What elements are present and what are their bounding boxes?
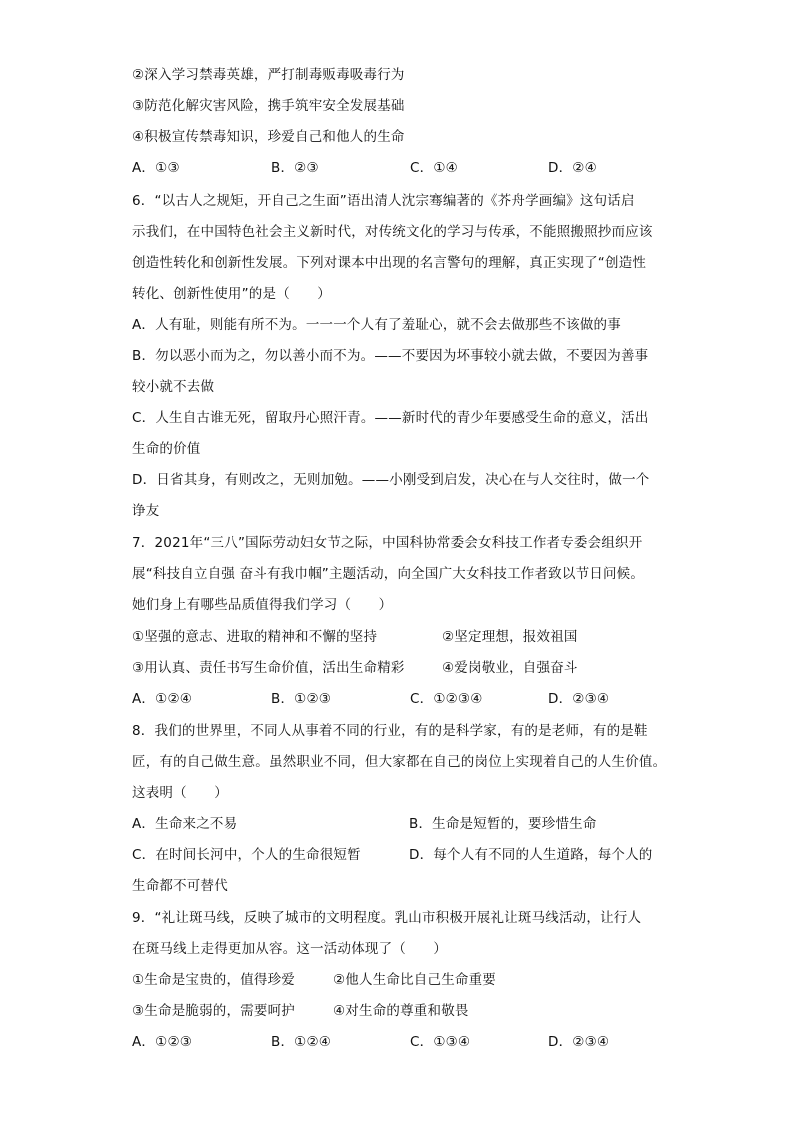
q8-option-d-cont: 生命都不可替代 [132, 878, 228, 894]
q6-stem-line: 转化、创新性使用”的是（ ） [132, 286, 331, 302]
q7-stem-line: 她们身上有哪些品质值得我们学习（ ） [132, 597, 393, 613]
q7-stem-line: 展“科技自立自强 奋斗有我巾帼”主题活动，向全国广大女科技工作者致以节日问候。 [132, 566, 645, 582]
q6-stem-line: 6．“以古人之规矩，开自己之生面”语出清人沈宗骞编著的《芥舟学画编》这句话启 [132, 193, 635, 209]
q9-stem-line: 在斑马线上走得更加从容。这一活动体现了（ ） [132, 941, 448, 957]
q5-statement-4: ④积极宣传禁毒知识，珍爱自己和他人的生命 [132, 129, 405, 145]
q6-option-c: C．人生自古谁无死，留取丹心照汗青。——新时代的青少年要感受生命的意义，活出 [132, 410, 649, 426]
q7-stem-line: 7．2021年“三八”国际劳动妇女节之际，中国科协常委会女科技工作者专委会组织开 [132, 535, 643, 551]
q5-option-d: D．②④ [548, 160, 597, 176]
q7-statement-2: ②坚定理想，报效祖国 [442, 629, 578, 645]
q7-statement-1: ①坚强的意志、进取的精神和不懈的坚持 [132, 629, 378, 645]
q9-stem-line: 9．“礼让斑马线，反映了城市的文明程度。乳山市积极开展礼让斑马线活动，让行人 [132, 910, 642, 926]
q7-option-a: A．①②④ [132, 691, 193, 707]
q8-option-d: D．每个人有不同的人生道路，每个人的 [409, 847, 653, 863]
q6-option-d-cont: 诤友 [132, 503, 160, 519]
q9-option-b: B．①②④ [271, 1034, 332, 1050]
q5-statement-3: ③防范化解灾害风险，携手筑牢安全发展基础 [132, 98, 405, 114]
q7-option-d: D．②③④ [548, 691, 610, 707]
q8-option-a: A．生命来之不易 [132, 816, 238, 832]
q6-option-d: D．日省其身，有则改之，无则加勉。——小刚受到启发，决心在与人交往时，做一个 [132, 472, 650, 488]
q5-option-c: C．①④ [410, 160, 458, 176]
q9-option-c: C．①③④ [410, 1034, 471, 1050]
q8-stem-line: 8．我们的世界里，不同人从事着不同的行业，有的是科学家，有的是老师，有的是鞋 [132, 723, 648, 739]
q8-option-c: C．在时间长河中，个人的生命很短暂 [132, 847, 361, 863]
q6-option-b-cont: 较小就不去做 [132, 379, 215, 395]
q7-option-c: C．①②③④ [410, 691, 483, 707]
q9-statement-2: ②他人生命比自己生命重要 [333, 972, 497, 988]
q6-option-c-cont: 生命的价值 [132, 441, 201, 457]
q5-statement-2: ②深入学习禁毒英雄，严打制毒贩毒吸毒行为 [132, 67, 405, 83]
q7-option-b: B．①②③ [271, 691, 332, 707]
q6-stem-line: 创造性转化和创新性发展。下列对课本中出现的名言警句的理解，真正实现了“创造性 [132, 255, 647, 271]
q8-stem-line: 这表明（ ） [132, 785, 228, 801]
q9-statement-1: ①生命是宝贵的，值得珍爱 [132, 972, 296, 988]
q9-option-a: A．①②③ [132, 1034, 193, 1050]
q6-stem-line: 示我们，在中国特色社会主义新时代，对传统文化的学习与传承，不能照搬照抄而应该 [132, 224, 653, 240]
q7-statement-4: ④爱岗敬业，自强奋斗 [442, 660, 578, 676]
q9-option-d: D．②③④ [548, 1034, 610, 1050]
q8-option-b: B．生命是短暂的，要珍惜生命 [409, 816, 597, 832]
q8-stem-line: 匠，有的自己做生意。虽然职业不同，但大家都在自己的岗位上实现着自己的人生价值。 [132, 754, 667, 770]
q9-statement-4: ④对生命的尊重和敬畏 [333, 1003, 469, 1019]
q6-option-a: A．人有耻，则能有所不为。一一一个人有了羞耻心，就不会去做那些不该做的事 [132, 317, 621, 333]
q5-option-a: A．①③ [132, 160, 180, 176]
q6-option-b: B．勿以恶小而为之，勿以善小而不为。——不要因为坏事较小就去做，不要因为善事 [132, 348, 649, 364]
q7-statement-3: ③用认真、责任书写生命价值，活出生命精彩 [132, 660, 405, 676]
q9-statement-3: ③生命是脆弱的，需要呵护 [132, 1003, 296, 1019]
q5-option-b: B．②③ [271, 160, 319, 176]
